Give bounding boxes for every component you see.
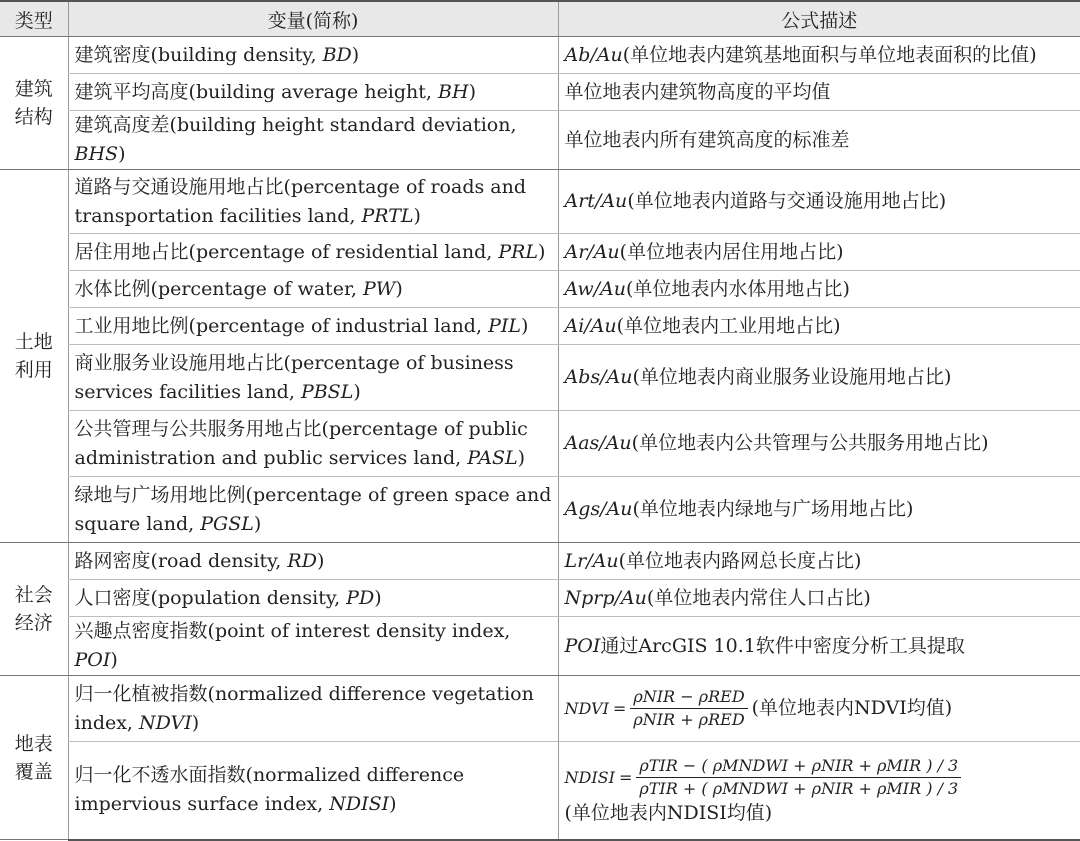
variable-cell: 公共管理与公共服务用地占比(percentage of public administration and public services land, PASL) (68, 411, 558, 477)
variable-cell: 路网密度(road density, RD) (68, 543, 558, 580)
table-row (0, 477, 1080, 543)
variable-cell: 建筑平均高度(building average height, BH) (68, 74, 558, 111)
table-row (0, 234, 1080, 271)
table-row (0, 308, 1080, 345)
variable-cell: 商业服务业设施用地占比(percentage of business services facilities land, PBSL) (68, 345, 558, 411)
header-variable: 变量(简称) (68, 1, 558, 37)
table-header-row (0, 1, 1080, 37)
variable-cell: 水体比例(percentage of water, PW) (68, 271, 558, 308)
table-row (0, 271, 1080, 308)
ndisi-fraction: $\frac{\text{ρTIR − ( ρMNDWI + ρNIR + ρMIR ) / 3}}{\text{ρTIR + ( ρMNDWI + ρNIR + ρMIR ) / 3}}$ (636, 755, 961, 800)
table-row (0, 345, 1080, 411)
formula-cell: Nprp/Au(单位地表内常住人口占比) (558, 580, 1080, 617)
formula-cell: Aw/Au(单位地表内水体用地占比) (558, 271, 1080, 308)
table-row (0, 676, 1080, 742)
ndvi-fraction: $\frac{\text{ρNIR − ρRED}}{\text{ρNIR + ρRED}}$ (630, 686, 747, 731)
table-row (0, 170, 1080, 234)
formula-cell: Ai/Au(单位地表内工业用地占比) (558, 308, 1080, 345)
formula-cell: Art/Au(单位地表内道路与交通设施用地占比) (558, 170, 1080, 234)
table-row (0, 111, 1080, 170)
category-surface-cover: 地表 覆盖 (0, 676, 68, 840)
formula-cell: 单位地表内所有建筑高度的标准差 (558, 111, 1080, 170)
table-row (0, 543, 1080, 580)
formula-cell: Ags/Au(单位地表内绿地与广场用地占比) (558, 477, 1080, 543)
variable-cell: 建筑密度(building density, BD) (68, 37, 558, 74)
table-row (0, 37, 1080, 74)
table-row (0, 411, 1080, 477)
variable-cell: 建筑高度差(building height standard deviation, BHS) (68, 111, 558, 170)
table-row (0, 617, 1080, 676)
variable-cell: 归一化不透水面指数(normalized difference impervious surface index, NDISI) (68, 742, 558, 840)
variable-cell: 工业用地比例(percentage of industrial land, PIL) (68, 308, 558, 345)
variable-cell: 兴趣点密度指数(point of interest density index, POI) (68, 617, 558, 676)
table-row (0, 580, 1080, 617)
formula-cell: Lr/Au(单位地表内路网总长度占比) (558, 543, 1080, 580)
category-land-use: 土地 利用 (0, 170, 68, 543)
formula-cell: Abs/Au(单位地表内商业服务业设施用地占比) (558, 345, 1080, 411)
formula-cell: POI通过ArcGIS 10.1软件中密度分析工具提取 (558, 617, 1080, 676)
header-formula: 公式描述 (558, 1, 1080, 37)
header-type: 类型 (0, 1, 68, 37)
variable-cell: 归一化植被指数(normalized difference vegetation index, NDVI) (68, 676, 558, 742)
variable-cell: 居住用地占比(percentage of residential land, PRL) (68, 234, 558, 271)
category-building: 建筑 结构 (0, 37, 68, 170)
variable-cell: 道路与交通设施用地占比(percentage of roads and transportation facilities land, PRTL) (68, 170, 558, 234)
formula-cell: Aas/Au(单位地表内公共管理与公共服务用地占比) (558, 411, 1080, 477)
formula-cell: Ab/Au(单位地表内建筑基地面积与单位地表面积的比值) (558, 37, 1080, 74)
formula-cell-ndvi (558, 676, 1080, 742)
ndvi-formula: NDVI = $\frac{\text{ρNIR − ρRED}}{\text{ρNIR + ρRED}}$ (单位地表内NDVI均值) (564, 687, 953, 729)
table-row (0, 74, 1080, 111)
ndisi-formula: NDISI = $\frac{\text{ρTIR − ( ρMNDWI + ρNIR + ρMIR ) / 3}}{\text{ρTIR + ( ρMNDWI + ρNIR + ρMIR ) / 3}}$ (565, 755, 1075, 800)
formula-cell: 单位地表内建筑物高度的平均值 (558, 74, 1080, 111)
category-social-economy: 社会 经济 (0, 543, 68, 676)
table-row (0, 742, 1080, 840)
variable-cell: 人口密度(population density, PD) (68, 580, 558, 617)
formula-cell: Ar/Au(单位地表内居住用地占比) (558, 234, 1080, 271)
formula-cell-ndisi: NDISI = $\frac{\text{ρTIR − ( ρMNDWI + ρNIR + ρMIR ) / 3}}{\text{ρTIR + ( ρMNDWI + ρNIR + ρMIR ) / 3}}$ (单位地表内NDISI均值) (558, 742, 1080, 840)
variable-cell: 绿地与广场用地比例(percentage of green space and square land, PGSL) (68, 477, 558, 543)
